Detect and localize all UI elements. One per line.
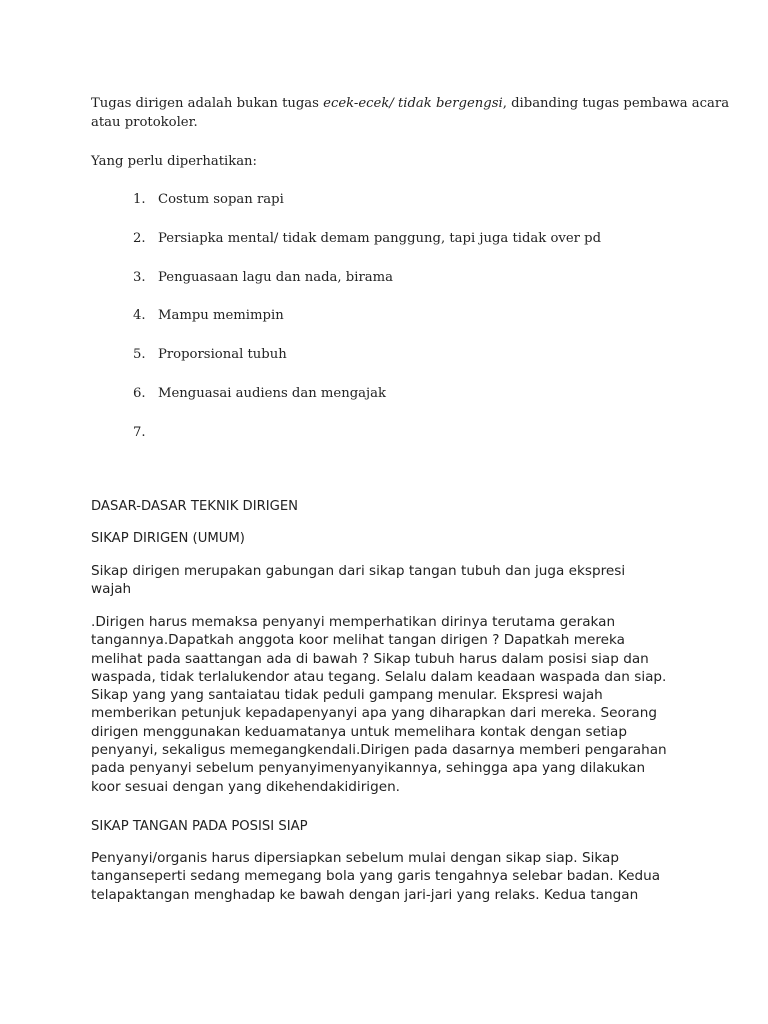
paragraph-sikap-dirigen: Sikap dirigen merupakan gabungan dari sikap tangan tubuh dan juga ekspresi wajah — [91, 563, 626, 598]
heading-dasar-dasar: DASAR-DASAR TEKNIK DIRIGEN — [91, 499, 299, 514]
intro-italic: ecek-ecek/ tidak bergengsi — [323, 96, 503, 111]
heading-sikap-tangan: SIKAP TANGAN PADA POSISI SIAP — [91, 819, 308, 834]
heading-sikap-dirigen: SIKAP DIRIGEN (UMUM) — [91, 531, 245, 546]
intro-line-2: atau protokoler. — [91, 115, 198, 130]
intro-paragraph — [91, 94, 730, 132]
paragraph-dirigen-harus: .Dirigen harus memaksa penyanyi memperhatikan dirinya terutama gerakan tangannya.Dapatkah anggota koor melihat tangan dirigen ? Dapatkah mereka melihat pada saattangan ada di bawah ? Sikap tubuh harus dalam posisi siap dan waspada, tidak terlalukendor atau tegang. Selalu dalam keadaan waspada dan siap. Sikap yang yang santaiatau tidak peduli gampang menular. Ekspresi wajah memberikan petunjuk kepadapenyanyi apa yang diharapkan dari mereka. Seorang dirigen menggunakan keduamatanya untuk memelihara kontak dengan setiap penyanyi, sekaligus memegangkendali.Dirigen pada dasarnya memberi pengarahan pada penyanyi sebelum penyanyimenyanyikannya, sehingga apa yang dilakukan koor sesuai dengan yang dikehendakidirigen. — [91, 614, 667, 795]
list-subheading: Yang perlu diperhatikan: — [91, 154, 257, 169]
document-page: Tugas dirigen adalah bukan tugas ecek-ecek/ tidak bergengsi, dibanding tugas pembawa acara atau protokoler. Yang perlu diperhatikan: 1. Costum sopan rapi 2. Persiapka mental/ tidak demam panggung, tapi juga tidak over pd 3. Penguasaan lagu dan nada, birama 4. Mampu memimpin 5. Proporsional tubuh 6. Menguasai audiens dan mengajak 7. DASAR-DASAR TEKNIK DIRIGEN SIKAP DIRIGEN (UMUM) Sikap dirigen merupakan gabungan dari sikap tangan tubuh dan juga ekspresi wajah .Dirigen harus memaksa penyanyi memperhatikan dirinya terutama gerakan tangannya.Dapatkah anggota koor melihat tangan dirigen ? Dapatkah mereka melihat pada saattangan ada di bawah ? Sikap tubuh harus dalam posisi siap dan waspada, tidak terlalukendor atau tegang. Selalu dalam keadaan waspada dan siap. Sikap yang yang santaiatau tidak peduli gampang menular. Ekspresi wajah memberikan petunjuk kepadapenyanyi apa yang diharapkan dari mereka. Seorang dirigen menggunakan keduamatanya untuk memelihara kontak dengan setiap penyanyi, sekaligus memegangkendali.Dirigen pada dasarnya memberi pengarahan pada penyanyi sebelum penyanyimenyanyikannya, sehingga apa yang dilakukan koor sesuai dengan yang dikehendakidirigen. SIKAP TANGAN PADA POSISI SIAP Penyanyi/organis harus dipersiapkan sebelum mulai dengan sikap siap. Sikap tanganseperti sedang memegang bola yang garis tengahnya selebar badan. Kedua telapaktangan menghadap ke bawah dengan jari-jari yang relaks. Kedua tangan — [91, 96, 730, 903]
paragraph-penyanyi: Penyanyi/organis harus dipersiapkan sebelum mulai dengan sikap siap. Sikap tanganseperti sedang memegang bola yang garis tengahnya selebar badan. Kedua telapaktangan menghadap ke bawah dengan jari-jari yang relaks. Kedua tangan — [91, 850, 661, 903]
intro-line-1: Tugas dirigen adalah bukan tugas ecek-ecek/ tidak bergengsi, dibanding tugas pembawa acara — [91, 96, 730, 111]
